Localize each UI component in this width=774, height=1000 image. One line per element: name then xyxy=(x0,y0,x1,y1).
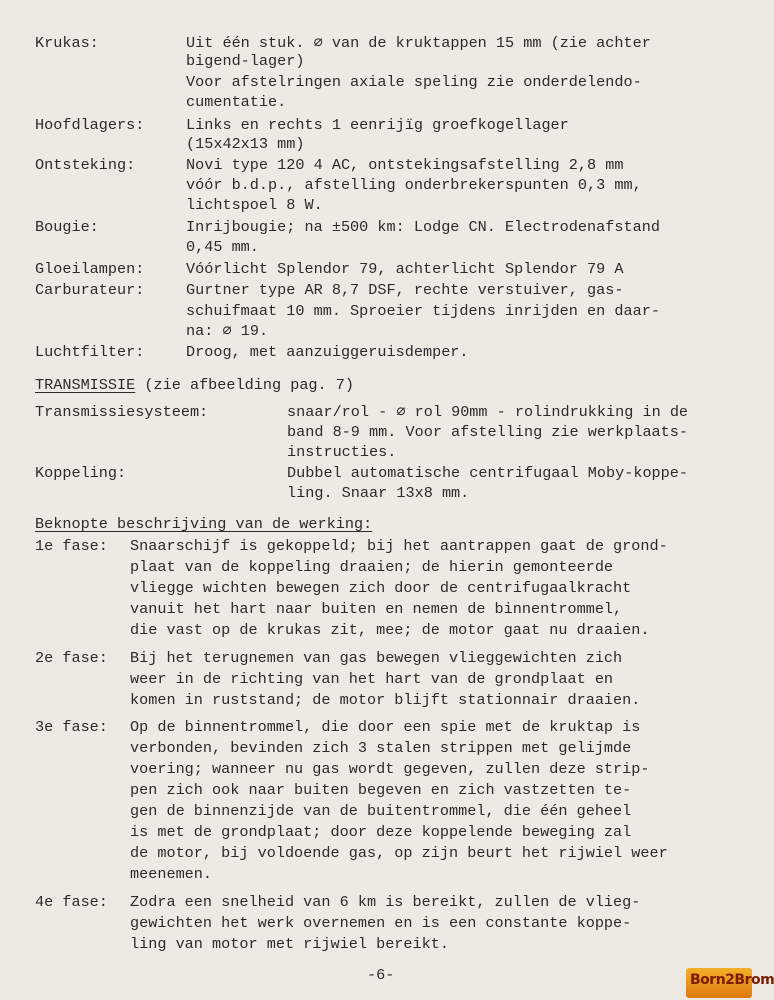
section-heading xyxy=(35,375,354,395)
spec-label-luchtfilter: Luchtfilter: xyxy=(35,343,145,361)
transmissie-line: instructies. xyxy=(287,443,397,461)
phase-label-2: 2e fase: xyxy=(35,649,108,667)
spec-line: 0,45 mm. xyxy=(186,238,259,256)
spec-label-hoofdlagers: Hoofdlagers: xyxy=(35,116,145,134)
page-number: -6- xyxy=(367,966,395,984)
transmissie-line: ling. Snaar 13x8 mm. xyxy=(287,484,470,502)
spec-label-bougie: Bougie: xyxy=(35,218,99,236)
spec-label-carburateur: Carburateur: xyxy=(35,281,145,299)
spec-line: Links en rechts 1 eenrijïg groefkogellager xyxy=(186,116,569,134)
spec-line: (15x42x13 mm) xyxy=(186,135,305,153)
spec-line: lichtspoel 8 W. xyxy=(186,196,323,214)
phase-label-3: 3e fase: xyxy=(35,718,108,736)
phase-line: Op de binnentrommel, die door een spie met de kruktap is xyxy=(130,718,641,736)
spec-label-ontsteking: Ontsteking: xyxy=(35,156,136,174)
transmissie-heading-note: (zie afbeelding pag. 7) xyxy=(135,376,355,394)
phase-line: Zodra een snelheid van 6 km is bereikt, zullen de vlieg- xyxy=(130,893,641,911)
spec-line: cumentatie. xyxy=(186,93,287,111)
spec-line: Gurtner type AR 8,7 DSF, rechte verstuiver, gas- xyxy=(186,281,624,299)
transmissie-line: Dubbel automatische centrifugaal Moby-koppe- xyxy=(287,464,689,482)
werking-heading: Beknopte beschrijving van de werking: xyxy=(35,515,373,533)
spec-line: schuifmaat 10 mm. Sproeier tijdens inrijden en daar- xyxy=(186,302,660,320)
spec-line: Vóórlicht Splendor 79, achterlicht Splendor 79 A xyxy=(186,260,624,278)
phase-line: gen de binnenzijde van de buitentrommel, die één geheel xyxy=(130,802,632,820)
spec-line: Droog, met aanzuiggeruisdemper. xyxy=(186,343,469,361)
transmissie-line: snaar/rol - ∅ rol 90mm - rolindrukking in de xyxy=(287,403,689,421)
spec-line: vóór b.d.p., afstelling onderbrekerspunten 0,3 mm, xyxy=(186,176,642,194)
phase-label-1: 1e fase: xyxy=(35,537,108,555)
phase-line: weer in de richting van het hart van de grondplaat en xyxy=(130,670,614,688)
phase-line: plaat van de koppeling draaien; de hierin gemonteerde xyxy=(130,558,614,576)
logo-text: Born2Brom xyxy=(690,972,774,988)
phase-line: vanuit het hart naar buiten en nemen de binnentrommel, xyxy=(130,600,623,618)
transmissie-heading: TRANSMISSIE xyxy=(35,376,136,394)
spec-line: bigend-lager) xyxy=(186,52,305,70)
spec-line: Voor afstelringen axiale speling zie onderdelendo- xyxy=(186,73,642,91)
spec-line: Novi type 120 4 AC, ontstekingsafstelling 2,8 mm xyxy=(186,156,624,174)
phase-line: verbonden, bevinden zich 3 stalen strippen met gelijmde xyxy=(130,739,632,757)
phase-line: meenemen. xyxy=(130,865,213,883)
spec-line: na: ∅ 19. xyxy=(186,322,269,340)
phase-label-4: 4e fase: xyxy=(35,893,108,911)
born2brom-logo xyxy=(686,968,774,998)
transmissie-label-systeem: Transmissiesysteem: xyxy=(35,403,209,421)
phase-line: is met de grondplaat; door deze koppelende beweging zal xyxy=(130,823,632,841)
spec-line: Uit één stuk. ∅ van de kruktappen 15 mm (zie achter xyxy=(186,34,651,52)
spec-label-krukas: Krukas: xyxy=(35,34,99,52)
phase-line: ling van motor met rijwiel bereikt. xyxy=(130,935,449,953)
phase-line: vliegge wichten bewegen zich door de centrifugaalkracht xyxy=(130,579,632,597)
phase-line: Snaarschijf is gekoppeld; bij het aantrappen gaat de grond- xyxy=(130,537,668,555)
spec-line: Inrijbougie; na ±500 km: Lodge CN. Electrodenafstand xyxy=(186,218,660,236)
spec-label-gloeilampen: Gloeilampen: xyxy=(35,260,145,278)
phase-line: Bij het terugnemen van gas bewegen vlieggewichten zich xyxy=(130,649,623,667)
phase-line: komen in ruststand; de motor blijft stationnair draaien. xyxy=(130,691,641,709)
transmissie-line: band 8-9 mm. Voor afstelling zie werkplaats- xyxy=(287,423,689,441)
phase-line: pen zich ook naar buiten begeven en zich vastzetten te- xyxy=(130,781,632,799)
phase-line: die vast op de krukas zit, mee; de motor gaat nu draaien. xyxy=(130,621,650,639)
phase-line: gewichten het werk overnemen en is een constante koppe- xyxy=(130,914,632,932)
phase-line: voering; wanneer nu gas wordt gegeven, zullen deze strip- xyxy=(130,760,650,778)
phase-line: de motor, bij voldoende gas, op zijn beurt het rijwiel weer xyxy=(130,844,668,862)
transmissie-label-koppeling: Koppeling: xyxy=(35,464,127,482)
